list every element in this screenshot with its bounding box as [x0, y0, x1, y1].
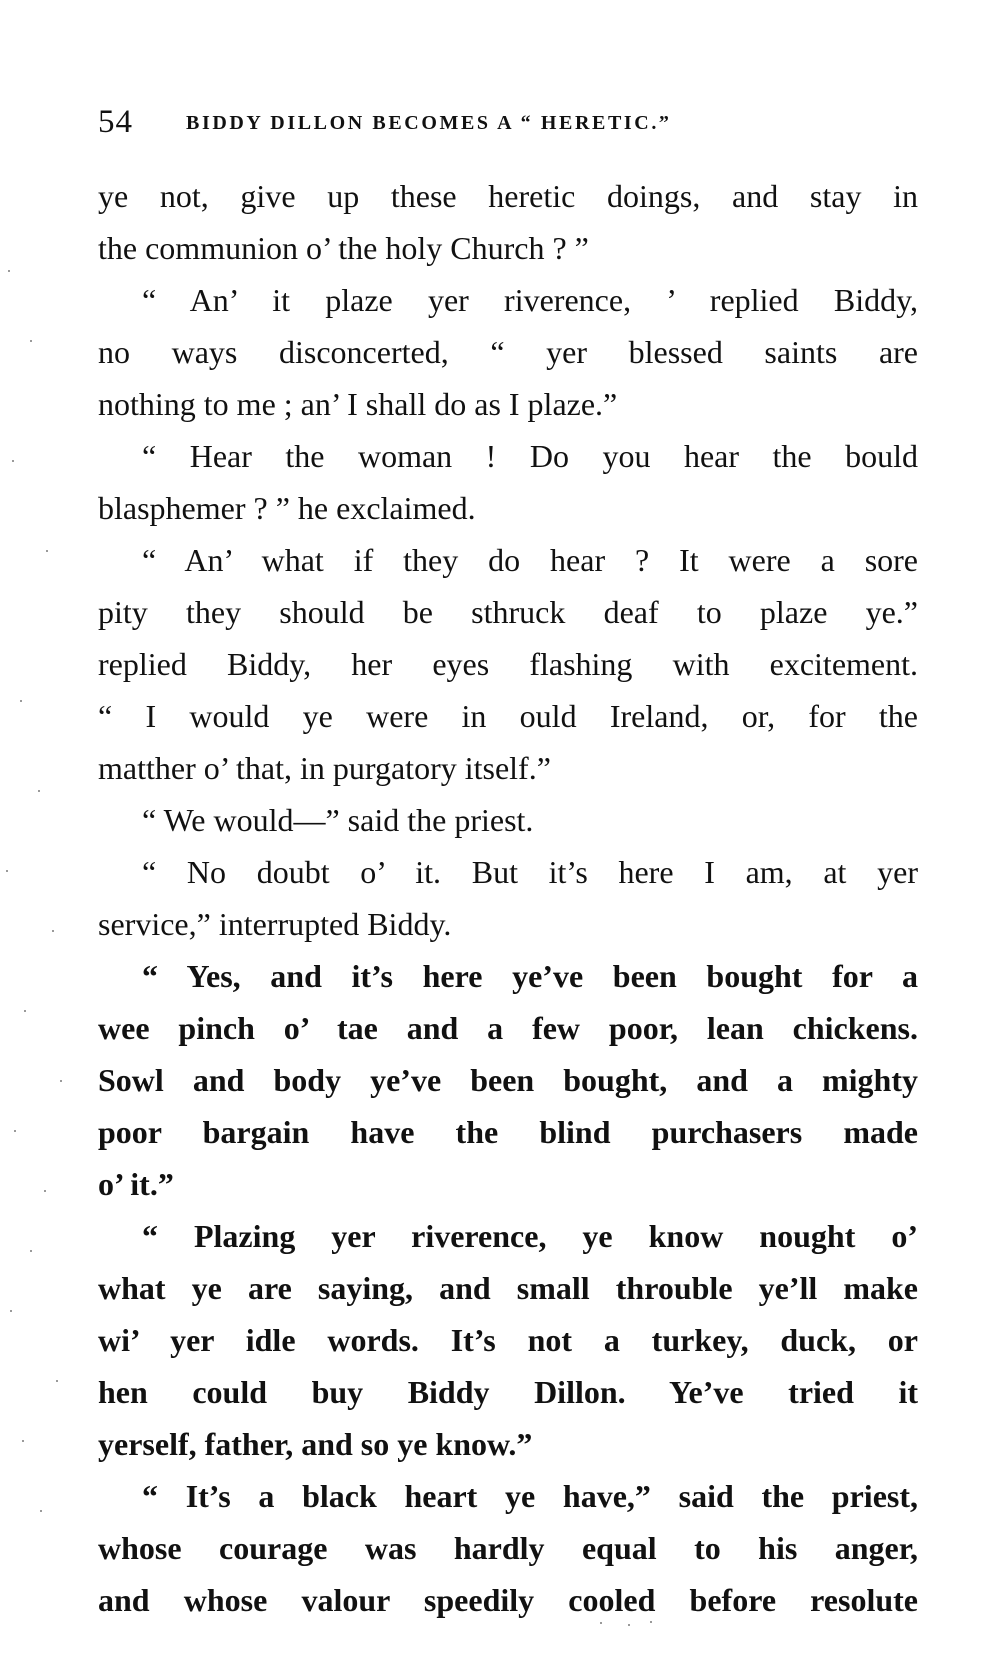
text-line: and whose valour speedily cooled before resolute	[98, 1582, 918, 1618]
text-line: “ It’s a black heart ye have,” said the priest,	[142, 1478, 918, 1514]
text-line: “ No doubt o’ it. But it’s here I am, at yer	[142, 854, 918, 890]
body-text	[98, 170, 918, 1626]
text-line: “ Plazing yer riverence, ye know nought o’	[142, 1218, 918, 1254]
text-line: “ An’ it plaze yer riverence, ’ replied Biddy,	[142, 282, 918, 318]
text-line: wee pinch o’ tae and a few poor, lean chickens.	[98, 1010, 918, 1046]
text-line: whose courage was hardly equal to his anger,	[98, 1530, 918, 1566]
text-line: pity they should be sthruck deaf to plaze ye.”	[98, 594, 918, 630]
text-line: no ways disconcerted, “ yer blessed saints are	[98, 334, 918, 370]
text-line: nothing to me ; an’ I shall do as I plaze.”	[98, 386, 618, 422]
text-line: “ I would ye were in ould Ireland, or, for the	[98, 698, 918, 734]
text-line: yerself, father, and so ye know.”	[98, 1426, 533, 1462]
text-line: Sowl and body ye’ve been bought, and a mighty	[98, 1062, 918, 1098]
text-line: “ We would—” said the priest.	[142, 802, 534, 838]
text-line: the communion o’ the holy Church ? ”	[98, 230, 589, 266]
text-line: “ An’ what if they do hear ? It were a sore	[142, 542, 918, 578]
text-line: blasphemer ? ” he exclaimed.	[98, 490, 476, 526]
text-line: ye not, give up these heretic doings, and stay in	[98, 178, 918, 214]
text-line: “ Hear the woman ! Do you hear the bould	[142, 438, 918, 474]
page-header	[98, 104, 918, 154]
text-line: service,” interrupted Biddy.	[98, 906, 452, 942]
running-head: BIDDY DILLON BECOMES A “ HERETIC.”	[186, 112, 672, 134]
text-line: o’ it.”	[98, 1166, 174, 1202]
footer-noise	[600, 1620, 660, 1630]
text-line: wi’ yer idle words. It’s not a turkey, duck, or	[98, 1322, 918, 1358]
text-line: “ Yes, and it’s here ye’ve been bought for a	[142, 958, 918, 994]
text-line: replied Biddy, her eyes flashing with excitement.	[98, 646, 918, 682]
text-line: poor bargain have the blind purchasers made	[98, 1114, 918, 1150]
text-line: what ye are saying, and small throuble ye’ll make	[98, 1270, 918, 1306]
text-line: matther o’ that, in purgatory itself.”	[98, 750, 551, 786]
page-number: 54	[98, 104, 133, 140]
gutter-noise	[0, 230, 80, 1610]
text-line: hen could buy Biddy Dillon. Ye’ve tried it	[98, 1374, 918, 1410]
